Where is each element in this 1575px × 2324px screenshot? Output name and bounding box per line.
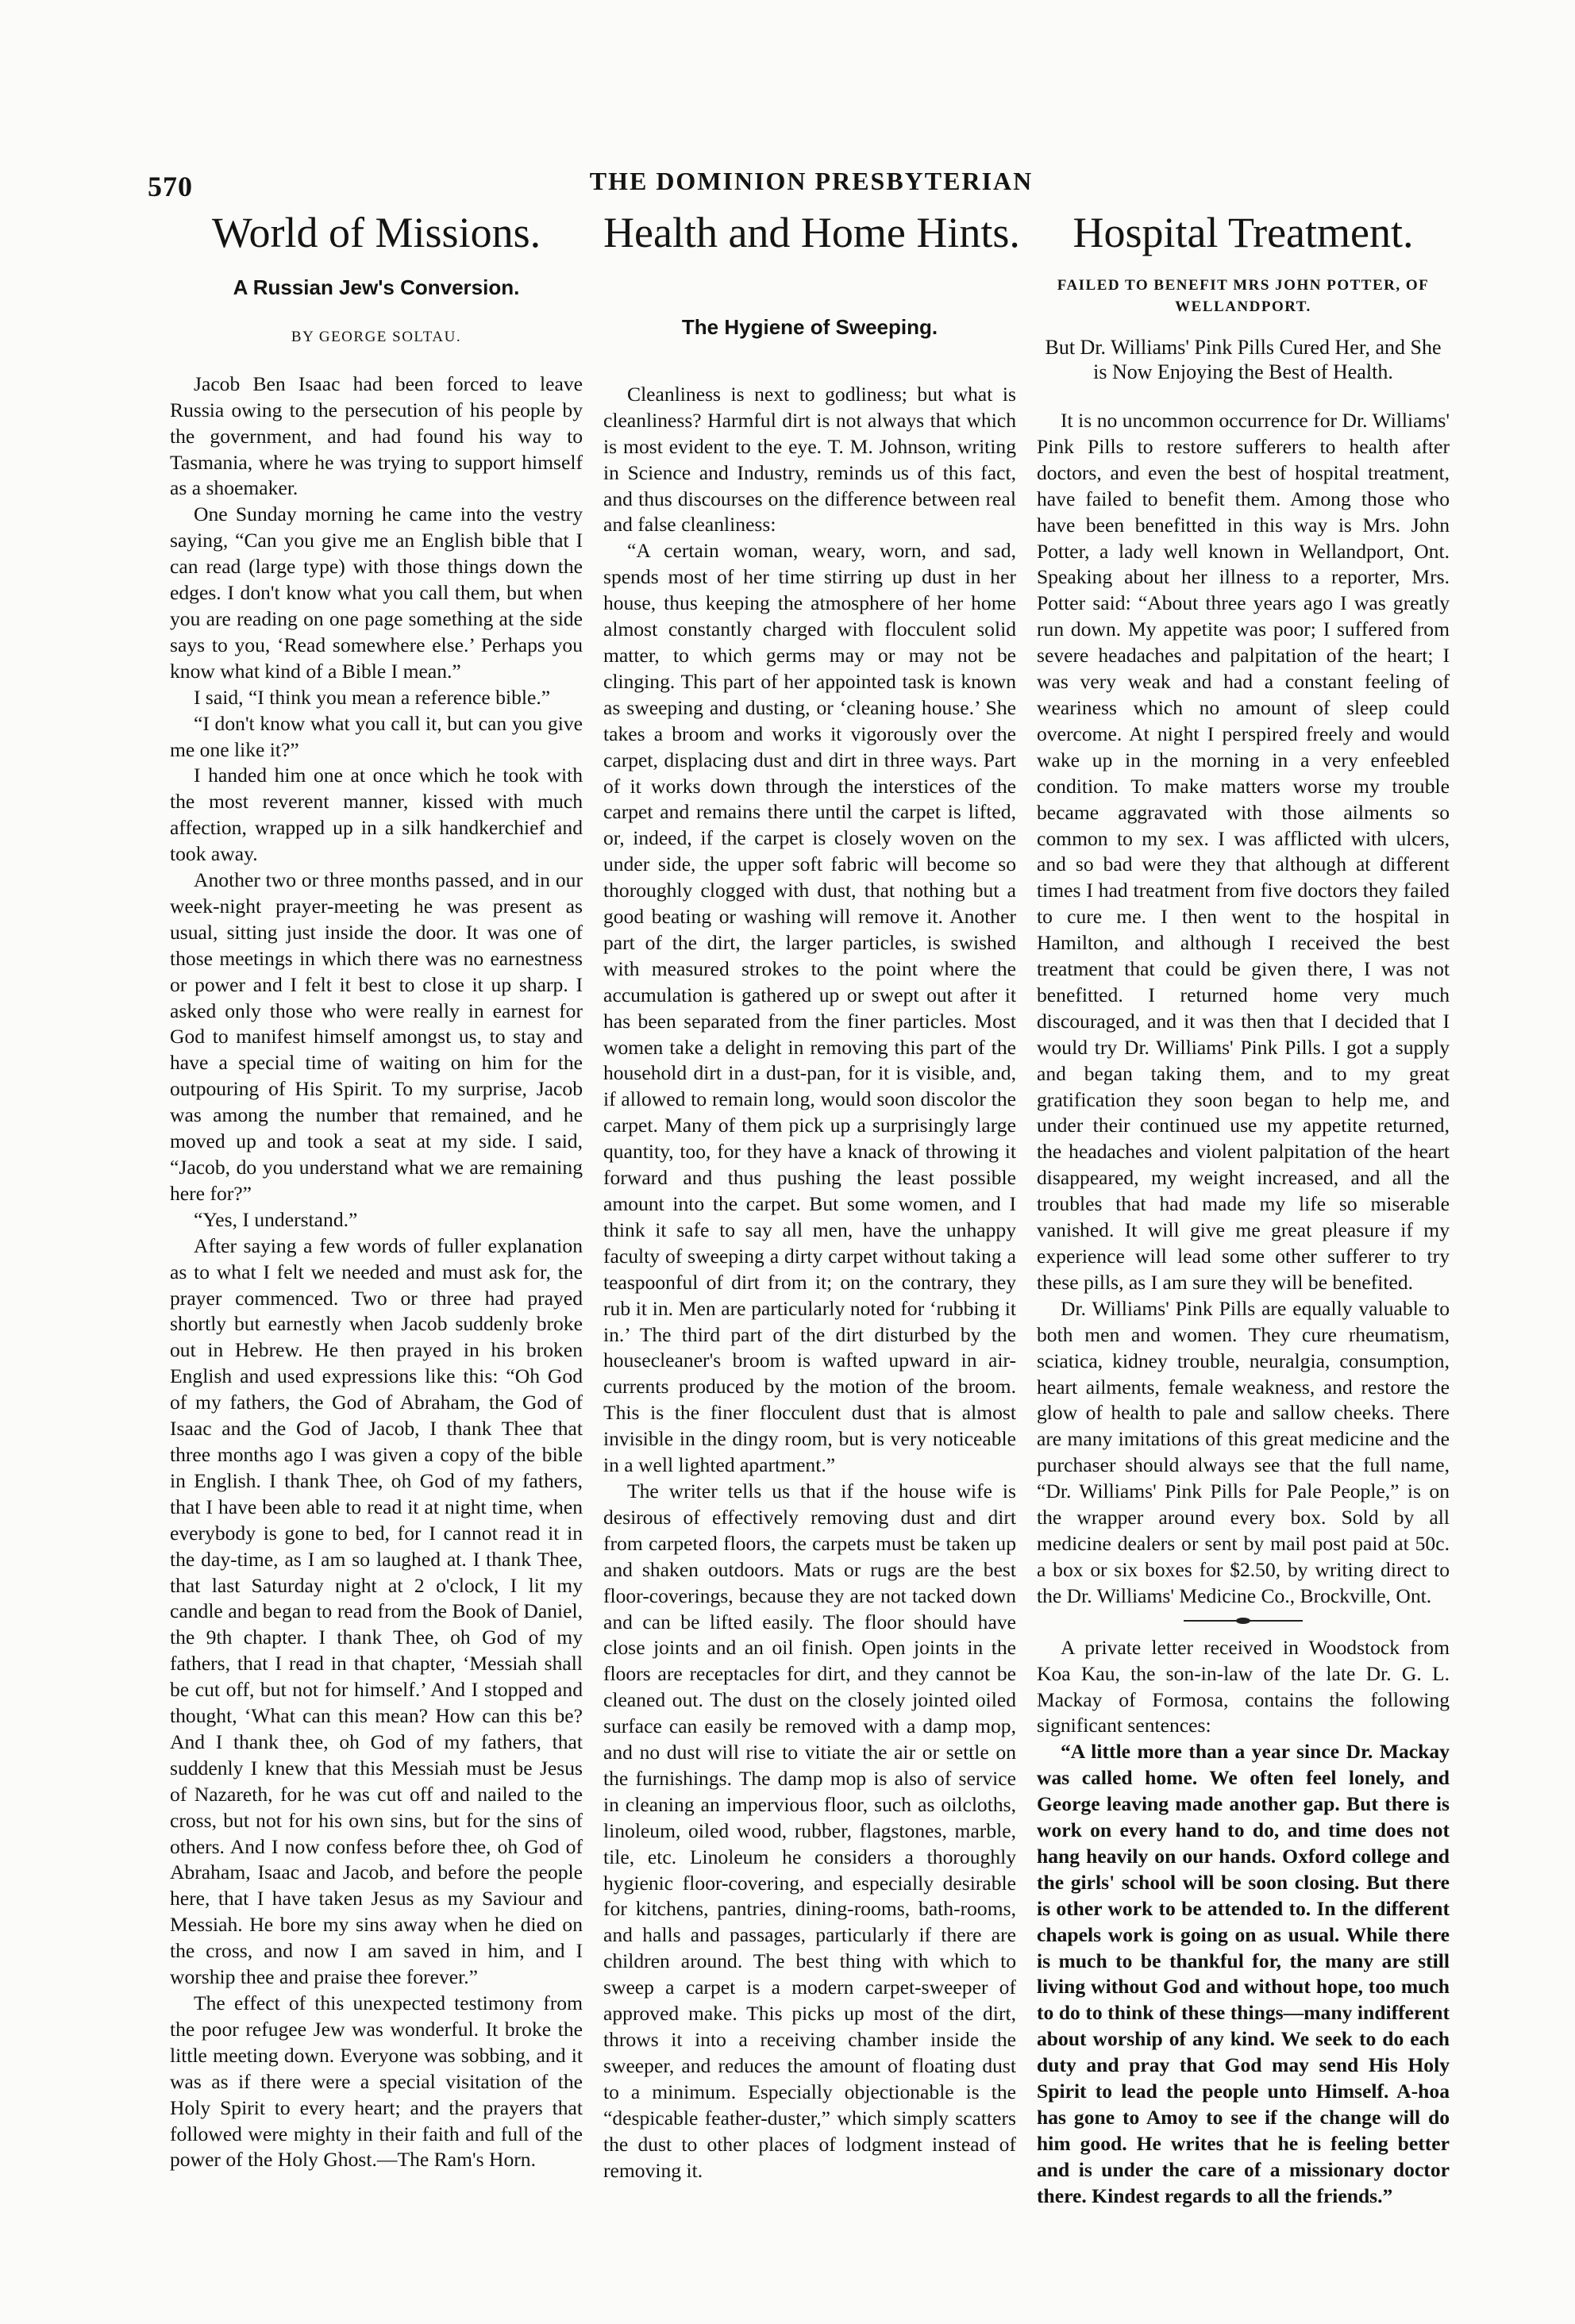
paragraph: Cleanliness is next to godliness; but what is cleanliness? Harmful dirt is not always that which is most evident to the eye. T. M. Johnson, writing in Science and Industry, reminds us of this fact, and thus discourses on the difference between real and false cleanliness: xyxy=(603,382,1016,537)
byline: BY GEORGE SOLTAU. xyxy=(291,328,462,345)
paragraph: One Sunday morning he came into the vestry saying, “Can you give me an English bible that I can read (large type) with those things down the edges. I don't know what you call them, but when you are reading on one page something at the side says to you, ‘Read somewhere else.’ Perhaps you know what kind of a Bible I mean.” xyxy=(170,502,583,683)
section-title-health: Health and Home Hints. xyxy=(603,209,1020,256)
ornamental-rule xyxy=(1184,1619,1303,1622)
hospital-column xyxy=(1037,208,1450,2210)
paragraph: I said, “I think you mean a reference bible.” xyxy=(194,685,551,709)
article-title-conversion: A Russian Jew's Conversion. xyxy=(233,275,520,299)
paragraph: “A certain woman, weary, worn, and sad, spends most of her time stirring up dust in her house, thus keeping the atmosphere of her home almost constantly charged with flocculent solid matter, to which germs may or may not be clinging. This part of her appointed task is known as sweeping and dusting, or ‘cleaning house.’ She takes a broom and works it vigorously over the carpet, displacing dust and dirt in three ways. Part of it works down through the interstices of the carpet and remains there until the carpet is lifted, or, indeed, if the carpet is closely woven on the under side, the upper soft fabric will become so thoroughly clogged with dust, that nothing but a good beating or washing will remove it. Another part of the dirt, the larger particles, is swished with measured strokes to the point where the accumulation is gathered up or swept out after it has been separated from the finer particles. Most women take a delight in removing this part of the household dirt in a dust-pan, for it is visible, and, if allowed to remain long, would soon discolor the carpet. Many of them pick up a surprisingly large quantity, too, for they have a knack of throwing it forward and thus pushing the least possible amount into the carpet. But some women, and I think it safe to say all men, have the unhappy faculty of sweeping a dirty carpet without taking a teaspoonful of dirt from it; on the contrary, they rub it in. Men are particularly noted for ‘rubbing it in.’ The third part of the dirt disturbed by the housecleaner's broom is wafted upward in air-currents produced by the motion of the broom. This is the finer flocculent dust that is almost invisible in the dingy room, but is very noticeable in a well lighted apartment.” xyxy=(603,539,1016,1477)
paragraph: A private letter received in Woodstock from Koa Kau, the son-in-law of the late Dr. G. L. Mackay of Formosa, contains the following significant sentences: xyxy=(1037,1635,1450,1737)
hospital-subhead: FAILED TO BENEFIT MRS JOHN POTTER, OF WELLANDPORT. xyxy=(1057,277,1430,315)
paragraph: Jacob Ben Isaac had been forced to leave Russia owing to the persecution of his people by the government, and had found his way to Tasmania, where he was trying to support himself as a shoemaker. xyxy=(170,371,583,500)
paragraph: After saying a few words of fuller explanation as to what I felt we needed and must ask for, the prayer commenced. Two or three had prayed shortly but earnestly when Jacob suddenly broke out in Hebrew. He then prayed in his broken English and used expressions like this: “Oh God of my fathers, the God of Abraham, the God of Isaac and the God of Jacob, I thank Thee that three months ago I was given a copy of the bible in English. I thank Thee, oh God of my fathers, that I have been able to read it at night time, when everybody is gone to bed, for I cannot read it in the day-time, as I am so laughed at. I thank Thee, that last Saturday night at 2 o'clock, I lit my candle and began to read from the Book of Daniel, the 9th chapter. I thank Thee, oh God of my fathers, that I read in that chapter, ‘Messiah shall be cut off, but not for himself.’ And I stopped and thought, ‘What can this mean? How can this be? And I thank thee, oh God of my fathers, that suddenly I knew that this Messiah must be Jesus of Nazareth, for he was cut off and nailed to the cross, but not for his own sins, but for the sins of others. And I now confess before thee, oh God of Abraham, Isaac and Jacob, and before the people here, that I have taken Jesus as my Saviour and Messiah. He bore my sins away when he died on the cross, and now I am saved in him, and I worship thee and praise thee forever.” xyxy=(170,1233,583,1989)
page-number: 570 xyxy=(148,171,193,202)
paragraph: The effect of this unexpected testimony from the poor refugee Jew was wonderful. It broke the little meeting down. Everyone was sobbing, and it was as if there were a special visitation of the Holy Spirit to every heart; and the prayers that followed were mighty in their faith and full of the power of the Holy Ghost.—The Ram's Horn. xyxy=(170,1991,583,2172)
section-title-hospital: Hospital Treatment. xyxy=(1072,209,1414,256)
paragraph: Dr. Williams' Pink Pills are equally valuable to both men and women. They cure rheumatism, sciatica, kidney trouble, neuralgia, consumption, heart ailments, female weakness, and restore the glow of health to pale and sallow cheeks. There are many imitations of this great medicine and the purchaser should always see that the full name, “Dr. Williams' Pink Pills for Pale People,” is on the wrapper around every box. Sold by all medicine dealers or sent by mail post paid at 50c. a box or six boxes for $2.50, by writing direct to the Dr. Williams' Medicine Co., Brockville, Ont. xyxy=(1037,1296,1450,1607)
paragraph: I handed him one at once which he took with the most reverent manner, kissed with much affection, wrapped up in a silk handkerchief and took away. xyxy=(170,764,583,866)
masthead: THE DOMINION PRESBYTERIAN xyxy=(589,167,1034,195)
section-title-missions: World of Missions. xyxy=(211,209,541,256)
paragraph: The writer tells us that if the house wife is desirous of effectively removing dust and dirt from carpeted floors, the carpets must be taken up and shaken outdoors. Mats or rugs are the best floor-coverings, because they are not tacked down and can be lifted easily. The floor should have close joints and an oil finish. Open joints in the floors are receptacles for dirt, and they cannot be cleaned out. The dust on the closely jointed oiled surface can easily be removed with a damp mop, and no dust will rise to vitiate the air or settle on the furnishings. The damp mop is also of service in cleaning an impervious floor, such as oilcloths, linoleum, oiled wood, rubber, flagstones, marble, tile, etc. Linoleum he considers a thoroughly hygienic floor-covering, and especially desirable for kitchens, pantries, dining-rooms, bath-rooms, and halls and passages, particularly if there are children around. The best thing with which to sweep a carpet is a modern carpet-sweeper of approved make. This picks up most of the dirt, throws it into a receiving chamber inside the sweeper, and reduces the amount of floating dust to a minimum. Especially objectionable is the “despicable feather-duster,” which simply scatters the dust to other places of lodgment instead of removing it. xyxy=(603,1479,1016,2182)
article-title-sweeping: The Hygiene of Sweeping. xyxy=(681,315,938,339)
paragraph: It is no uncommon occurrence for Dr. Williams' Pink Pills to restore sufferers to health after doctors, and even the best of hospital treatment, have failed to benefit them. Among those who have been benefitted in this way is Mrs. John Potter, a lady well known in Wellandport, Ont. Speaking about her illness to a reporter, Mrs. Potter said: “About three years ago I was greatly run down. My appetite was poor; I suffered from severe headaches and palpitation of the heart; I was very weak and had a constant feeling of weariness which no amount of sleep could overcome. At night I perspired freely and would wake up in the morning in a very enfeebled condition. To make matters worse my trouble became aggravated with those ailments so common to my sex. I was afflicted with ulcers, and so bad were they that although at different times I had treatment from five doctors they failed to cure me. I then went to the hospital in Hamilton, and although I received the best treatment that could be given there, I was not benefitted. I returned home very much discouraged, and it was then that I decided that I would try Dr. Williams' Pink Pills. I got a supply and began taking them, and to my great gratification they soon began to help me, and under their continued use my appetite returned, the headaches and violent palpitation of the heart disappeared, my weight increased, and all the troubles that had made my life so miserable vanished. It will give me great pleasure if my experience will lead some other sufferer to try these pills, as I am sure they will be benefited. xyxy=(1037,409,1450,1294)
paragraph: “A little more than a year since Dr. Mackay was called home. We often feel lonely, and George leaving made another gap. But there is work on every hand to do, and time does not hang heavily on our hands. Oxford college and the girls' school will be soon closing. But there is other work to be attended to. In the different chapels work is going on as usual. While there is much to be thankful for, the many are still living without God and without hope, too much to do to think of these things—many indifferent about worship of any kind. We seek to do each duty and pray that God may send His Holy Spirit to lead the people unto Himself. A-hoa has gone to Amoy to see if the change will do him good. He writes that he is feeling better and is under the care of a missionary doctor there. Kindest regards to all the friends.” xyxy=(1037,1740,1450,2207)
health-column xyxy=(603,208,1020,2184)
hospital-deck: But Dr. Williams' Pink Pills Cured Her, and She is Now Enjoying the Best of Health. xyxy=(1045,336,1442,383)
paragraph: “I don't know what you call it, but can you give me one like it?” xyxy=(170,711,583,761)
missions-column xyxy=(170,208,583,2173)
paragraph: Another two or three months passed, and in our week-night prayer-meeting he was present as usual, sitting just inside the door. It was one of those meetings in which there was no earnestness or power and I felt it best to close it up sharp. I asked only those who were really in earnest for God to manifest himself amongst us, to stay and have a special time of waiting on him for the outpouring of His Spirit. To my surprise, Jacob was among the number that remained, and he moved up and took a seat at my side. I said, “Jacob, do you understand what we are remaining here for?” xyxy=(170,868,583,1205)
paragraph: “Yes, I understand.” xyxy=(194,1207,358,1231)
